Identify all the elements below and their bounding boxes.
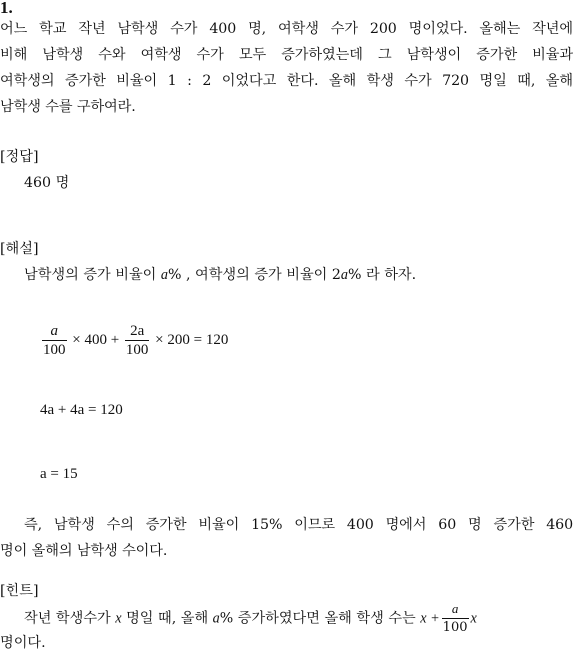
intro-text: 남학생의 증가 비율이 [24, 267, 161, 283]
explanation-heading: [해설] [0, 241, 39, 257]
fraction-denominator: 100 [442, 620, 468, 635]
hint-segment: % 증가하였다면 올해 학생 수는 [219, 610, 421, 627]
problem-number: 1. [0, 0, 13, 17]
equation-text: × 400 + [72, 331, 120, 348]
equation-text: × 200 = 120 [155, 331, 229, 348]
intro-variable: a [340, 267, 348, 283]
intro-variable: a [160, 267, 168, 283]
fraction-numerator: a [42, 322, 67, 341]
problem-line: 비해 남학생 수와 여학생 수가 모두 증가하였는데 그 남학생이 증가한 비율과 [0, 47, 573, 63]
hint-segment: 작년 학생수가 [24, 610, 116, 627]
conclusion-line: 명이 올해의 남학생 수이다. [0, 543, 168, 559]
fraction-numerator: 2a [125, 322, 150, 341]
intro-text: % , 여학생의 증가 비율이 [167, 267, 332, 283]
explanation-conclusion [0, 512, 573, 564]
hint-text [24, 600, 477, 637]
hint-variable: x [115, 610, 122, 627]
fraction [442, 600, 469, 637]
explanation-intro [24, 264, 416, 284]
problem-line: 여학생의 증가한 비율이 1 : 2 이었다고 한다. 올해 학생 수가 720 명일 때, 올해 [0, 73, 573, 89]
fraction-numerator: a [442, 600, 469, 619]
conclusion-line: 즉, 남학생 수의 증가한 비율이 15% 이므로 400 명에서 60 명 증가한 460 [24, 517, 573, 533]
hint-expression: x + [420, 610, 440, 627]
answer-text: 460 명 [24, 175, 70, 191]
hint-expression: x [470, 610, 477, 627]
problem-statement [0, 16, 573, 120]
hint-line-2: 명이다. [0, 635, 46, 651]
hint-segment: 명일 때, 올해 [121, 610, 213, 627]
hint-heading: [힌트] [0, 583, 39, 599]
equation-1 [40, 322, 228, 359]
problem-line: 어느 학교 작년 남학생 수가 400 명, 여학생 수가 200 명이었다. 올해는 작년에 [0, 21, 573, 37]
fraction-denominator: 100 [43, 342, 66, 358]
fraction [42, 322, 67, 359]
problem-line: 남학생 수를 구하여라. [0, 99, 136, 115]
intro-text: % 라 하자. [348, 267, 417, 283]
fraction [125, 322, 150, 359]
equation-2: 4a + 4a = 120 [40, 402, 123, 418]
hint-variable: a [212, 610, 220, 627]
answer-heading: [정답] [0, 149, 39, 165]
fraction-denominator: 100 [125, 342, 149, 358]
equation-3: a = 15 [40, 466, 78, 482]
intro-coefficient: 2 [331, 267, 341, 283]
